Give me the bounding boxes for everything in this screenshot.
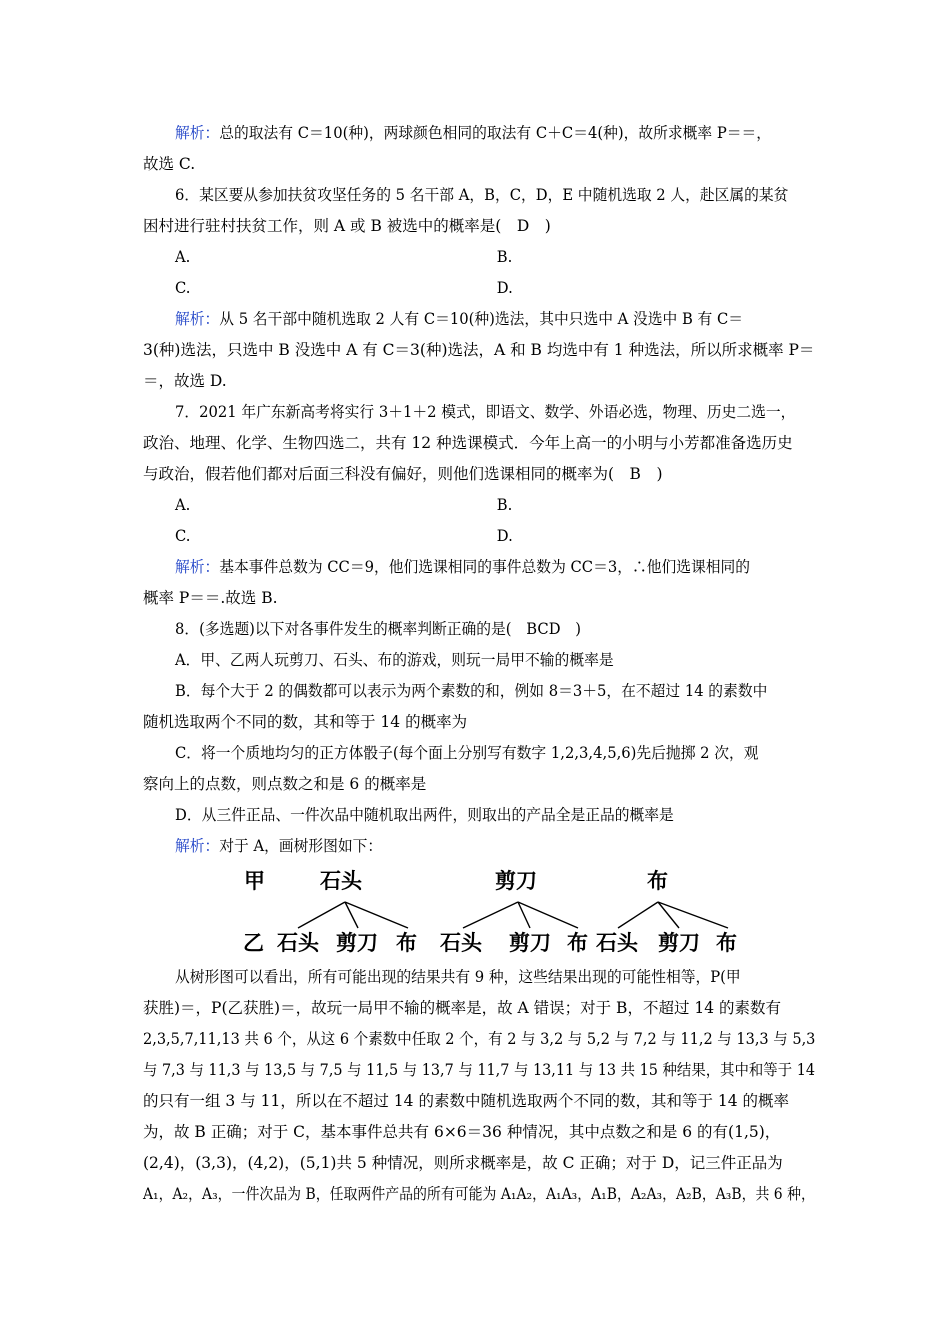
tree-leaf: 石头 bbox=[277, 931, 319, 955]
question-8-line-1: 8．(多选题)以下对各事件发生的概率判断正确的是( BCD ) bbox=[175, 620, 582, 638]
solution-6-line-2: 3(种)选法，只选中 B 没选中 A 有 C＝3(种)选法，A 和 B 均选中有 1 种选法，所以所求概率 P＝ bbox=[143, 341, 815, 359]
question-7-line-3: 与政治，假若他们都对后面三科没有偏好，则他们选课相同的概率为( B ) bbox=[143, 465, 663, 483]
tree-top-jiandao: 剪刀 bbox=[495, 869, 537, 893]
option-d: D. bbox=[496, 527, 513, 545]
analysis-line: (2,4)，(3,3)，(4,2)，(5,1)共 5 种情况，则所求概率是，故 C 正确；对于 D，记三件正品为 bbox=[143, 1154, 783, 1172]
solution-label: 解析： bbox=[175, 124, 220, 142]
solution-7-line-2: 概率 P＝＝.故选 B. bbox=[143, 589, 278, 607]
solution-6-line-1: 解析：从 5 名干部中随机选取 2 人有 C＝10(种)选法，其中只选中 A 没选中 B 有 C＝ bbox=[175, 310, 744, 328]
tree-leaf: 剪刀 bbox=[509, 931, 551, 955]
analysis-line: 与 7,3 与 11,3 与 13,5 与 7,5 与 11,5 与 13,7 与 11,7 与 13,11 与 13 共 15 种结果，其中和等于 14 bbox=[143, 1061, 816, 1079]
analysis-line: 为，故 B 正确；对于 C，基本事件总共有 6×6＝36 种情况，其中点数之和是 6 的有(1,5)， bbox=[143, 1123, 781, 1141]
tree-leaf: 布 bbox=[567, 931, 588, 955]
analysis-line: A₁，A₂，A₃，一件次品为 B，任取两件产品的所有可能为 A₁A₂，A₁A₃，A₁B，A₂A₃，A₂B，A₃B，共 6 种， bbox=[143, 1185, 815, 1203]
solution-label: 解析： bbox=[175, 837, 220, 855]
question-6-options-ab bbox=[175, 246, 815, 268]
option-c: C. bbox=[175, 527, 191, 545]
question-8-option-d: D．从三件正品、一件次品中随机取出两件，则取出的产品全是正品的概率是 bbox=[175, 806, 674, 824]
question-8-option-c-line-2: 察向上的点数，则点数之和是 6 的概率是 bbox=[143, 775, 427, 793]
option-b: B. bbox=[496, 496, 513, 514]
question-8-option-b-line-2: 随机选取两个不同的数，其和等于 14 的概率为 bbox=[143, 713, 468, 731]
solution-5-line-2: 故选 C. bbox=[143, 155, 196, 173]
question-7-options-ab bbox=[175, 494, 815, 516]
solution-7-line-1: 解析：基本事件总数为 CC＝9，他们选课相同的事件总数为 CC＝3，∴他们选课相同的 bbox=[175, 558, 751, 576]
tree-leaf: 剪刀 bbox=[336, 931, 378, 955]
solution-6-line-3: ＝，故选 D. bbox=[143, 372, 227, 390]
tree-leaf: 石头 bbox=[440, 931, 482, 955]
solution-5-line-1: 解析：总的取法有 C＝10(种)，两球颜色相同的取法有 C＋C＝4(种)，故所求概率 P＝＝， bbox=[175, 124, 772, 142]
question-7-line-1: 7．2021 年广东新高考将实行 3＋1＋2 模式，即语文、数学、外语必选，物理、历史二选一， bbox=[175, 403, 796, 421]
question-6-options-cd bbox=[175, 277, 815, 299]
tree-label-jia: 甲 bbox=[244, 869, 265, 893]
question-8-option-c-line-1: C．将一个质地均匀的正方体骰子(每个面上分别写有数字 1,2,3,4,5,6)先后抛掷 2 次，观 bbox=[175, 744, 759, 762]
analysis-line: 获胜)＝，P(乙获胜)＝，故玩一局甲不输的概率是，故 A 错误；对于 B，不超过 14 的素数有 bbox=[143, 999, 782, 1017]
analysis-line: 的只有一组 3 与 11，所以在不超过 14 的素数中随机选取两个不同的数，其和等于 14 的概率 bbox=[143, 1092, 790, 1110]
option-a: A. bbox=[175, 248, 191, 266]
tree-top-bu: 布 bbox=[647, 869, 668, 893]
solution-8-line-1: 解析：对于 A，画树形图如下： bbox=[175, 837, 383, 855]
option-b: B. bbox=[496, 248, 513, 266]
question-8-option-a: A．甲、乙两人玩剪刀、石头、布的游戏，则玩一局甲不输的概率是 bbox=[175, 651, 614, 669]
tree-leaf: 剪刀 bbox=[658, 931, 700, 955]
tree-diagram bbox=[230, 862, 750, 962]
tree-label-yi: 乙 bbox=[243, 931, 264, 955]
analysis-line: 从树形图可以看出，所有可能出现的结果共有 9 种，这些结果出现的可能性相等，P(甲 bbox=[175, 968, 741, 986]
tree-top-shitou: 石头 bbox=[320, 869, 362, 893]
solution-label: 解析： bbox=[175, 558, 220, 576]
question-6-line-2: 困村进行驻村扶贫工作，则 A 或 B 被选中的概率是( D ) bbox=[143, 217, 551, 235]
option-c: C. bbox=[175, 279, 191, 297]
question-7-line-2: 政治、地理、化学、生物四选二，共有 12 种选课模式．今年上高一的小明与小芳都准备选历史 bbox=[143, 434, 793, 452]
tree-leaf: 布 bbox=[396, 931, 417, 955]
tree-branches bbox=[298, 902, 728, 928]
tree-leaf: 石头 bbox=[596, 931, 638, 955]
analysis-line: 2,3,5,7,11,13 共 6 个，从这 6 个素数中任取 2 个，有 2 与 3,2 与 5,2 与 7,2 与 11,2 与 13,3 与 5,3 bbox=[143, 1030, 816, 1048]
question-6-line-1: 6．某区要从参加扶贫攻坚任务的 5 名干部 A，B，C，D，E 中随机选取 2 人，赴区属的某贫 bbox=[175, 186, 789, 204]
option-a: A. bbox=[175, 496, 191, 514]
solution-label: 解析： bbox=[175, 310, 220, 328]
question-8-option-b-line-1: B．每个大于 2 的偶数都可以表示为两个素数的和，例如 8＝3＋5，在不超过 14 的素数中 bbox=[175, 682, 768, 700]
option-d: D. bbox=[496, 279, 513, 297]
tree-leaf: 布 bbox=[716, 931, 737, 955]
question-7-options-cd bbox=[175, 525, 815, 547]
